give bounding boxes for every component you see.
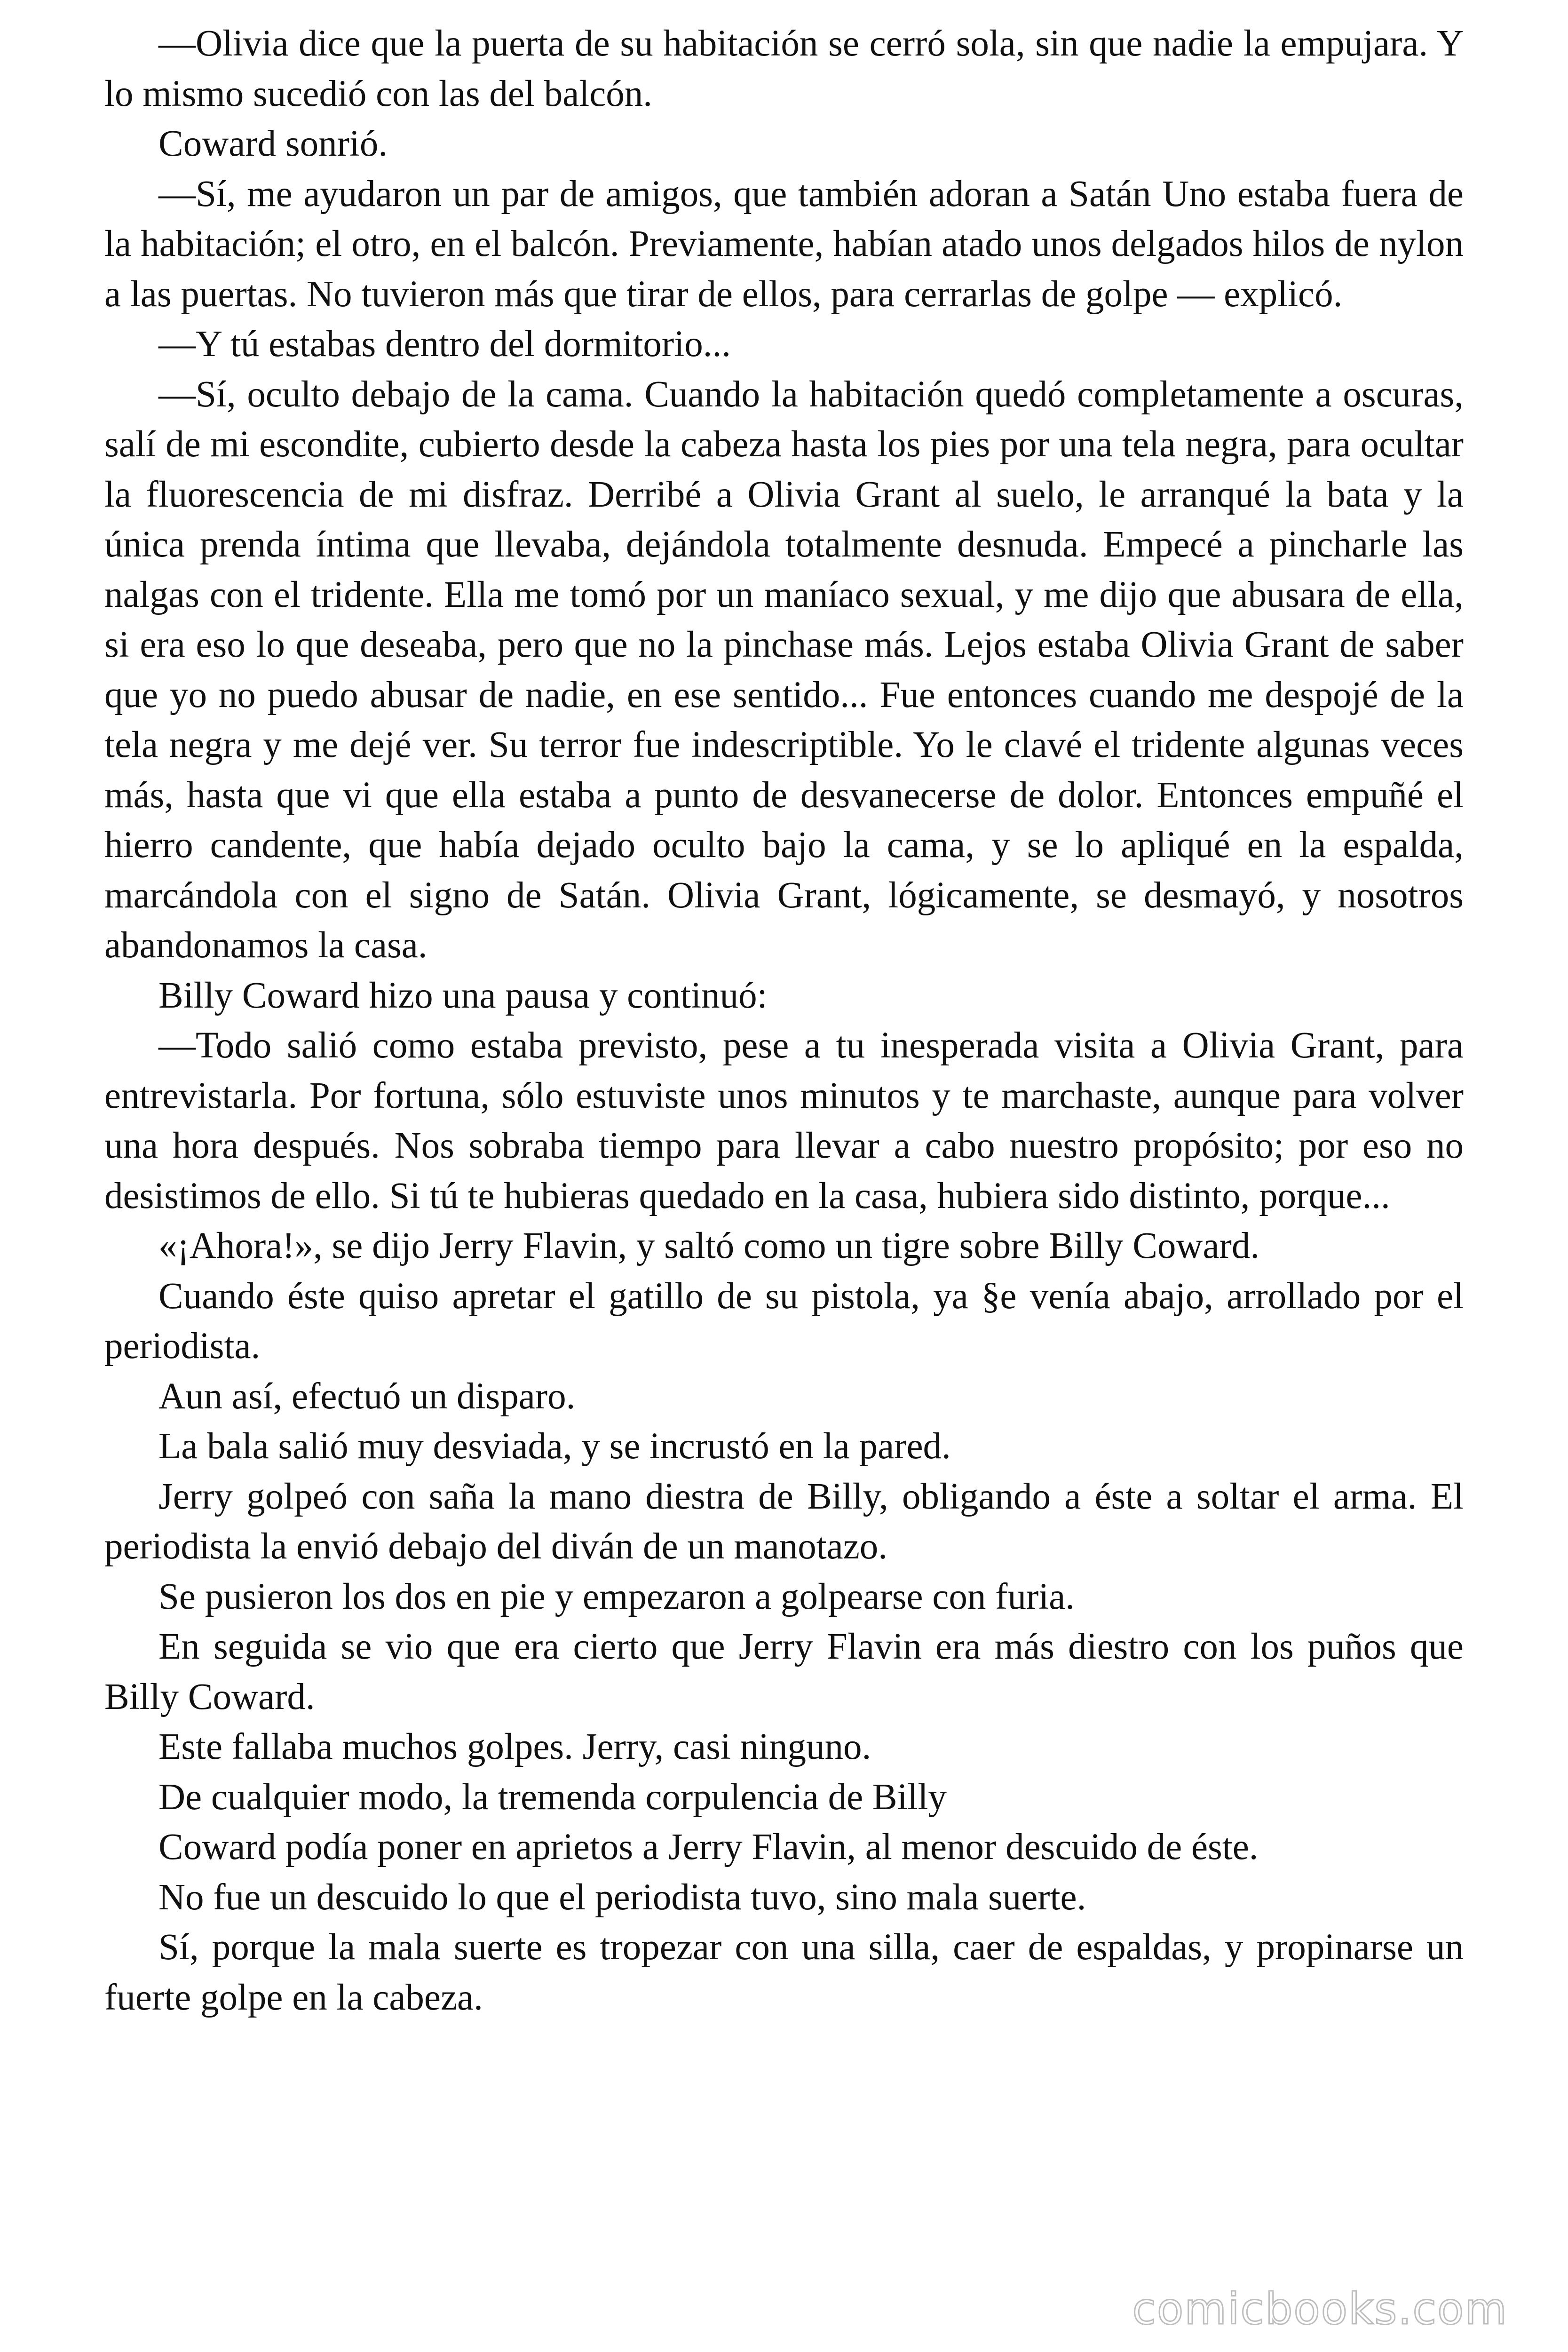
paragraph: «¡Ahora!», se dijo Jerry Flavin, y saltó como un tigre sobre Billy Coward. xyxy=(158,1225,1260,1266)
paragraph: No fue un descuido lo que el periodista tuvo, sino mala suerte. xyxy=(158,1876,1086,1918)
paragraph: La bala salió muy desviada, y se incrustó en la pared. xyxy=(158,1426,951,1467)
paragraph: Coward podía poner en aprietos a Jerry Flavin, al menor descuido de éste. xyxy=(158,1827,1259,1867)
book-page-text xyxy=(104,19,1464,2023)
paragraph: —Todo salió como estaba previsto, pese a tu inesperada visita a Olivia Grant, para entrevistarla. Por fortuna, sólo estuviste unos minutos y te marchaste, aunque para volver una hora después. Nos sobraba tiempo para llevar a cabo nuestro propósito; por eso no desistimos de ello. Si tú te hubieras quedado en la casa, hubiera sido distinto, porque... xyxy=(104,1025,1464,1216)
watermark: comicbooks.com xyxy=(1132,2284,1508,2334)
paragraph: Se pusieron los dos en pie y empezaron a golpearse con furia. xyxy=(158,1576,1075,1617)
paragraph: Billy Coward hizo una pausa y continuó: xyxy=(158,975,768,1016)
paragraph: Este fallaba muchos golpes. Jerry, casi ninguno. xyxy=(158,1726,871,1767)
paragraph: De cualquier modo, la tremenda corpulencia de Billy xyxy=(158,1776,947,1818)
paragraph: —Y tú estabas dentro del dormitorio... xyxy=(158,324,731,365)
paragraph: Aun así, efectuó un disparo. xyxy=(158,1375,576,1417)
paragraph: En seguida se vio que era cierto que Jerry Flavin era más diestro con los puños que Billy Coward. xyxy=(104,1626,1464,1717)
paragraph: Jerry golpeó con saña la mano diestra de Billy, obligando a éste a soltar el arma. El periodista la envió debajo del diván de un manotazo. xyxy=(104,1476,1464,1567)
paragraph: Sí, porque la mala suerte es tropezar con una silla, caer de espaldas, y propinarse un fuerte golpe en la cabeza. xyxy=(104,1927,1464,2018)
paragraph: Coward sonrió. xyxy=(158,123,388,164)
paragraph: Cuando éste quiso apretar el gatillo de su pistola, ya §e venía abajo, arrollado por el periodista. xyxy=(104,1275,1464,1367)
paragraph: —Olivia dice que la puerta de su habitación se cerró sola, sin que nadie la empujara. Y lo mismo sucedió con las del balcón. xyxy=(104,23,1464,114)
paragraph: —Sí, oculto debajo de la cama. Cuando la habitación quedó completamente a oscuras, salí de mi escondite, cubierto desde la cabeza hasta los pies por una tela negra, para ocultar la fluorescencia de mi disfraz. Derribé a Olivia Grant al suelo, le arranqué la bata y la única prenda íntima que llevaba, dejándola totalmente desnuda. Empecé a pincharle las nalgas con el tridente. Ella me tomó por un maníaco sexual, y me dijo que abusara de ella, si era eso lo que deseaba, pero que no la pinchase más. Lejos estaba Olivia Grant de saber que yo no puedo abusar de nadie, en ese sentido... Fue entonces cuando me despojé de la tela negra y me dejé ver. Su terror fue indescriptible. Yo le clavé el tridente algunas veces más, hasta que vi que ella estaba a punto de desvanecerse de dolor. Entonces empuñé el hierro candente, que había dejado oculto bajo la cama, y se lo apliqué en la espalda, marcándola con el signo de Satán. Olivia Grant, lógicamente, se desmayó, y nosotros abandonamos la casa. xyxy=(104,373,1464,966)
paragraph: —Sí, me ayudaron un par de amigos, que también adoran a Satán Uno estaba fuera de la habitación; el otro, en el balcón. Previamente, habían atado unos delgados hilos de nylon a las puertas. No tuvieron más que tirar de ellos, para cerrarlas de golpe — explicó. xyxy=(104,173,1464,315)
